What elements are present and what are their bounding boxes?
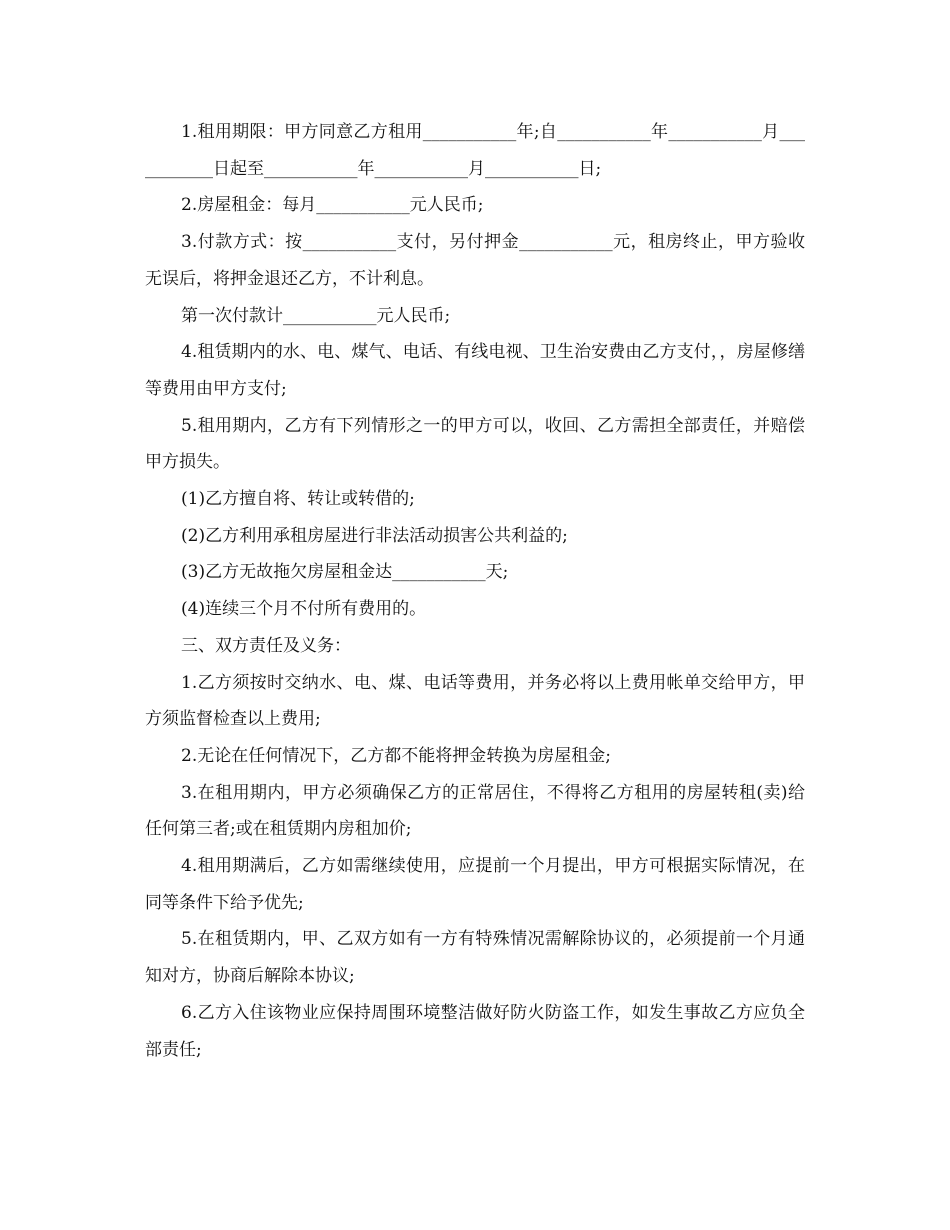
clause-first-payment: 第一次付款计___________元人民币; — [181, 305, 451, 326]
duty-item-1: 1.乙方须按时交纳水、电、煤、电话等费用，并务必将以上费用帐单交给甲方，甲方须监督检查以上费用; — [145, 672, 805, 730]
condition-item-3: (3)乙方无故拖欠房屋租金达___________天; — [181, 562, 509, 583]
duty-item-5: 5.在租赁期内，甲、乙双方如有一方有特殊情况需解除协议的，必须提前一个月通知对方，协商后解除本协议; — [145, 929, 805, 987]
condition-item-4: (4)连续三个月不付所有费用的。 — [181, 599, 427, 620]
clause-rent: 2.房屋租金：每月___________元人民币; — [181, 195, 484, 216]
document-body — [145, 114, 805, 1068]
clause-payment-method: 3.付款方式：按___________支付，另付押金___________元，租房终止，甲方验收无误后，将押金退还乙方，不计利息。 — [145, 232, 805, 289]
section-heading-responsibilities: 三、双方责任及义务： — [181, 635, 351, 656]
duty-item-3: 3.在租用期内，甲方必须确保乙方的正常居住，不得将乙方租用的房屋转租(卖)给任何第三者;或在租赁期内房租加价; — [145, 782, 805, 840]
condition-item-1: (1)乙方擅自将、转让或转借的; — [181, 489, 415, 510]
condition-item-2: (2)乙方利用承租房屋进行非法活动损害公共利益的; — [181, 525, 568, 546]
duty-item-6: 6.乙方入住该物业应保持周围环境整洁做好防火防盗工作，如发生事故乙方应负全部责任; — [145, 1002, 805, 1060]
clause-termination-conditions: 5.租用期内，乙方有下列情形之一的甲方可以，收回、乙方需担全部责任，并赔偿甲方损失。 — [145, 415, 805, 473]
clause-lease-term: 1.租用期限：甲方同意乙方租用___________年;自___________年___________月___________日起至___________年___________月___________日; — [145, 122, 805, 179]
duty-item-2: 2.无论在任何情况下，乙方都不能将押金转换为房屋租金; — [181, 745, 611, 766]
duty-item-4: 4.租用期满后，乙方如需继续使用，应提前一个月提出，甲方可根据实际情况，在同等条件下给予优先; — [145, 856, 805, 913]
clause-utility-fees: 4.租赁期内的水、电、煤气、电话、有线电视、卫生治安费由乙方支付，，房屋修缮等费用由甲方支付; — [145, 342, 805, 399]
